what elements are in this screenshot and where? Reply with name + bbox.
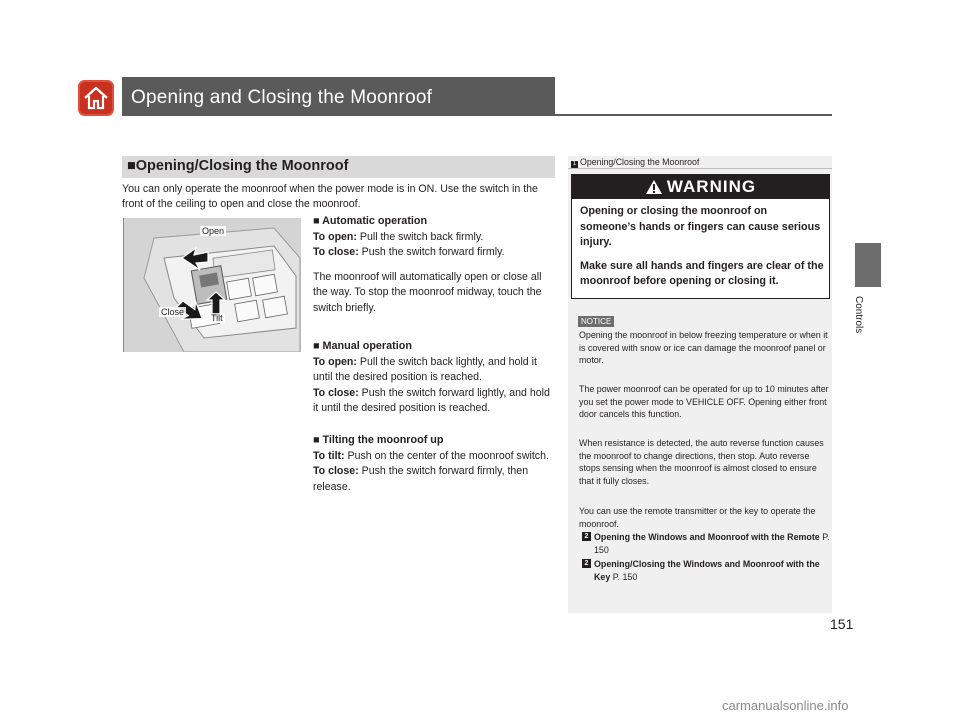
xref-arrow-icon: 2	[582, 532, 591, 541]
automatic-heading-text: Automatic operation	[322, 215, 428, 227]
xref-remote-link[interactable]	[584, 531, 830, 556]
warning-icon	[645, 179, 663, 195]
figure-label-close: Close	[161, 307, 185, 317]
auto-open-text: Pull the switch back firmly.	[356, 230, 484, 243]
sidebar-heading	[571, 157, 699, 168]
xref-key-title: Opening/Closing the Windows and Moonroof with the Key	[594, 559, 820, 582]
warning-line-1: Opening or closing the moonroof on someone’s hands or fingers can cause serious injury.	[580, 205, 821, 248]
page-title: Opening and Closing the Moonroof	[131, 87, 433, 108]
tilt-line	[313, 449, 555, 465]
tilting-heading-text: Tilting the moonroof up	[322, 434, 444, 446]
warning-title: WARNING	[666, 177, 757, 196]
tilting-operation	[313, 433, 555, 495]
tilt-label: To tilt:	[313, 449, 345, 462]
chapter-tab[interactable]	[855, 243, 881, 287]
xref-key-page: P. 150	[610, 571, 638, 582]
sidebar-rule	[568, 168, 832, 169]
title-rule	[122, 114, 832, 116]
page-number: 151	[830, 616, 854, 632]
sidebar-paragraph-power: The power moonroof can be operated for up to 10 minutes after you set the power mode to VEHICLE OFF. Opening either front door cancels this function.	[579, 384, 829, 420]
notice-badge: NOTICE	[578, 316, 614, 327]
intro-paragraph: You can only operate the moonroof when the power mode is in ON. Use the switch in the front of the ceiling to open and close the moonroof.	[122, 183, 538, 210]
warning-text	[580, 204, 826, 290]
section-title	[127, 158, 348, 174]
figure-label-open: Open	[202, 226, 225, 236]
figure-label-tilt: Tilt	[211, 313, 223, 323]
section-title-text: Opening/Closing the Moonroof	[135, 158, 349, 174]
section-marker: ■	[127, 158, 136, 174]
manual-operation	[313, 339, 555, 417]
tilt-text: Push on the center of the moonroof switch.	[344, 449, 549, 462]
manual-open-label: To open:	[313, 355, 357, 368]
manual-close-label: To close:	[313, 386, 359, 399]
watermark: carmanualsonline.info	[722, 698, 849, 713]
warning-line-2: Make sure all hands and fingers are clear of the moonroof before opening or closing it.	[580, 259, 824, 287]
home-button[interactable]	[78, 80, 114, 116]
auto-close-line	[313, 245, 555, 261]
home-icon	[83, 86, 109, 110]
manual-operation-heading: ■ Manual operation	[313, 340, 412, 352]
auto-note: The moonroof will automatically open or close all the way. To stop the moonroof midway, touch the switch briefly.	[313, 270, 542, 314]
chapter-tab-label: Controls	[853, 296, 864, 334]
manual-open-line	[313, 355, 555, 386]
xref-arrow-icon: 2	[582, 559, 591, 568]
tilting-heading: ■ Tilting the moonroof up	[313, 434, 444, 446]
sidebar-paragraph-auto-reverse: When resistance is detected, the auto reverse function causes the moonroof to change directions, then stop. Auto reverse stops sensing when the moonroof is almost closed to ensure that it fully closes.	[579, 438, 824, 486]
sidebar-paragraph-remote: You can use the remote transmitter or the key to operate the moonroof.	[579, 506, 816, 529]
xref-key-link[interactable]	[584, 558, 830, 583]
manual-close-text: Push the switch forward lightly, and hold it until the desired position is reached.	[313, 386, 550, 414]
automatic-operation-heading: ■ Automatic operation	[313, 215, 428, 227]
switch-drawing	[124, 218, 301, 352]
moonroof-switch-illustration	[123, 218, 301, 352]
manual-open-text: Pull the switch back lightly, and hold it until the desired position is reached.	[313, 355, 537, 383]
tilt-close-label: To close:	[313, 465, 359, 477]
manual-close-line	[313, 386, 555, 417]
auto-close-text: Push the switch forward firmly.	[358, 246, 505, 258]
auto-close-label: To close:	[313, 246, 359, 258]
auto-open-label: To open:	[313, 230, 357, 243]
auto-open-line	[313, 230, 555, 246]
xref-remote-title: Opening the Windows and Moonroof with the Remote	[594, 532, 820, 542]
notice-paragraph: Opening the moonroof in below freezing temperature or when it is covered with snow or ice can damage the moonroof panel or motor.	[579, 330, 828, 366]
warning-bar	[572, 175, 829, 199]
manual-heading-text: Manual operation	[322, 340, 412, 352]
sidebar-heading-marker-icon: 1	[572, 161, 577, 167]
tilt-close-text: Push the switch forward firmly, then release.	[313, 465, 529, 493]
sidebar-heading-text: Opening/Closing the Moonroof	[580, 157, 700, 167]
xref-remote-page: P. 150	[594, 532, 830, 555]
automatic-operation	[313, 214, 555, 316]
tilt-close-line	[313, 464, 555, 495]
